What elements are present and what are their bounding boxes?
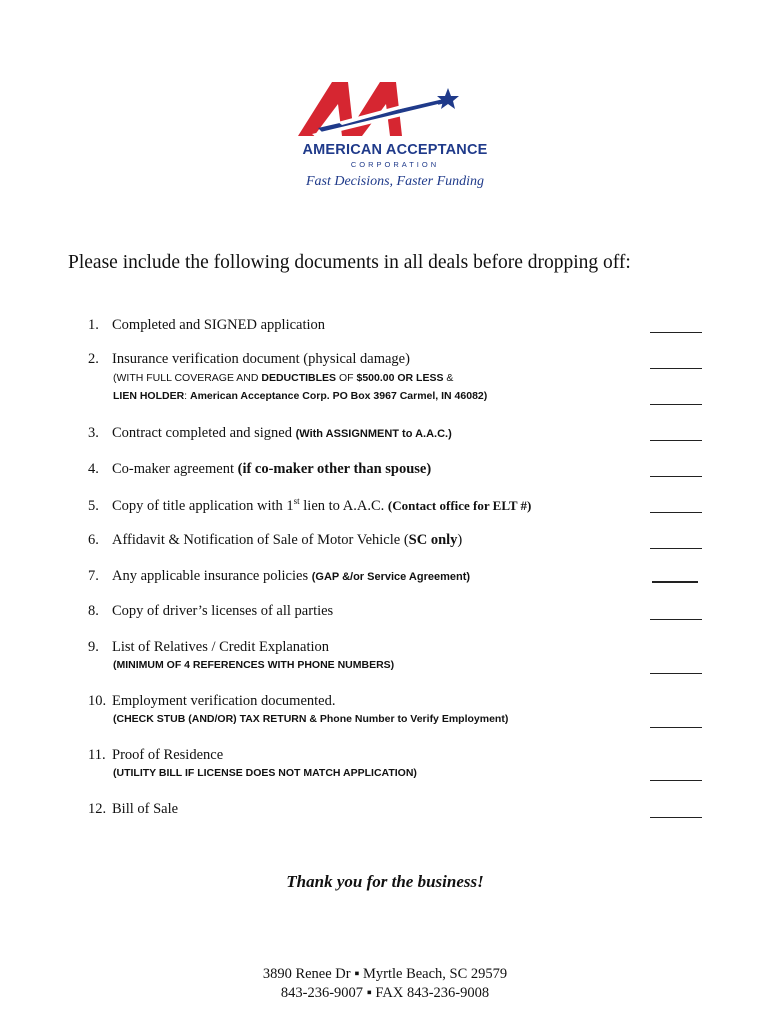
logo-company-name: AMERICAN ACCEPTANCE	[302, 142, 488, 158]
detail-text: :	[184, 390, 191, 402]
item-text: Insurance verification document (physical damage)	[112, 351, 410, 367]
checkoff-line[interactable]	[650, 368, 702, 369]
aa-logo-mark-icon	[298, 78, 488, 140]
checklist-item-2	[88, 351, 410, 368]
item-note: (GAP &/or Service Agreement)	[311, 571, 471, 583]
item-11-detail: (UTILITY BILL IF LICENSE DOES NOT MATCH APPLICATION)	[113, 767, 417, 779]
footer-phone: 843-236-9007 ▪ FAX 843-236-9008	[280, 985, 490, 1001]
detail-text: OF	[336, 372, 357, 384]
checkoff-line[interactable]	[650, 817, 702, 818]
checkoff-line[interactable]	[652, 581, 698, 583]
item-text: Employment verification documented.	[112, 693, 336, 709]
item-number: 2.	[88, 351, 99, 367]
checklist-item-7	[88, 568, 470, 585]
detail-text: &	[443, 372, 454, 384]
company-logo	[290, 78, 504, 196]
checklist-item-10	[88, 693, 335, 710]
checklist-item-9	[88, 639, 329, 656]
item-note: (Contact office for ELT #)	[387, 497, 532, 513]
checklist-item-5	[88, 496, 531, 515]
logo-corporation: CORPORATION	[350, 160, 440, 169]
item-text: Contract completed and signed	[112, 425, 296, 441]
superscript: st	[293, 496, 300, 506]
item-note: (if co-maker other than spouse)	[237, 461, 432, 477]
thank-you-message: Thank you for the business!	[286, 872, 484, 891]
checkoff-line[interactable]	[650, 512, 702, 513]
checklist-item-4	[88, 461, 431, 478]
checklist-item-12	[88, 801, 178, 818]
item-text: Bill of Sale	[112, 801, 179, 817]
checkoff-line[interactable]	[650, 619, 702, 620]
detail-bold: $500.00 OR LESS	[356, 372, 444, 384]
checkoff-line[interactable]	[650, 476, 702, 477]
checkoff-line[interactable]	[650, 727, 702, 728]
checkoff-line[interactable]	[650, 780, 702, 781]
item-text: Affidavit & Notification of Sale of Motor Vehicle (	[112, 532, 409, 548]
detail-text: (WITH FULL COVERAGE AND	[113, 372, 262, 384]
item-2-detail-line-2	[113, 390, 487, 402]
item-text: Any applicable insurance policies	[112, 568, 312, 584]
item-2-detail-line-1	[113, 372, 453, 384]
checkoff-line[interactable]	[650, 404, 702, 405]
item-text: Copy of driver’s licenses of all parties	[112, 603, 334, 619]
item-number: 7.	[88, 568, 99, 584]
item-note: SC only	[408, 532, 458, 548]
detail-bold: DEDUCTIBLES	[261, 372, 337, 384]
item-text: Completed and SIGNED application	[112, 317, 326, 333]
checklist-item-6	[88, 532, 462, 549]
item-number: 4.	[88, 461, 99, 477]
item-number: 3.	[88, 425, 99, 441]
item-number: 6.	[88, 532, 99, 548]
checkoff-line[interactable]	[650, 673, 702, 674]
item-text: Copy of title application with 1	[112, 497, 294, 514]
item-number: 9.	[88, 639, 99, 655]
item-number: 11.	[88, 747, 106, 763]
item-number: 5.	[88, 497, 99, 514]
item-number: 10.	[88, 693, 107, 709]
detail-bold: American Acceptance Corp. PO Box 3967 Carmel, IN 46082)	[190, 390, 488, 402]
item-10-detail: (CHECK STUB (AND/OR) TAX RETURN & Phone Number to Verify Employment)	[113, 713, 509, 725]
footer-address: 3890 Renee Dr ▪ Myrtle Beach, SC 29579	[262, 966, 508, 982]
item-text: List of Relatives / Credit Explanation	[112, 639, 330, 655]
checklist-item-3	[88, 425, 452, 442]
checkoff-line[interactable]	[650, 440, 702, 441]
checkoff-line[interactable]	[650, 548, 702, 549]
item-note: (With ASSIGNMENT to A.A.C.)	[295, 428, 452, 440]
checkoff-line[interactable]	[650, 332, 702, 333]
detail-bold: LIEN HOLDER	[113, 390, 185, 402]
item-number: 1.	[88, 317, 99, 333]
item-number: 12.	[88, 801, 107, 817]
checklist-item-11	[88, 747, 223, 764]
item-text: Co-maker agreement	[112, 461, 238, 477]
checklist-item-1	[88, 317, 325, 334]
item-number: 8.	[88, 603, 99, 619]
item-9-detail: (MINIMUM OF 4 REFERENCES WITH PHONE NUMBERS)	[113, 659, 395, 671]
item-text: )	[457, 532, 463, 548]
logo-tagline: Fast Decisions, Faster Funding	[305, 174, 485, 189]
intro-heading: Please include the following documents in all deals before dropping off:	[68, 252, 631, 273]
item-text: lien to A.A.C.	[299, 497, 388, 514]
checklist-item-8	[88, 603, 333, 620]
item-text: Proof of Residence	[112, 747, 224, 763]
